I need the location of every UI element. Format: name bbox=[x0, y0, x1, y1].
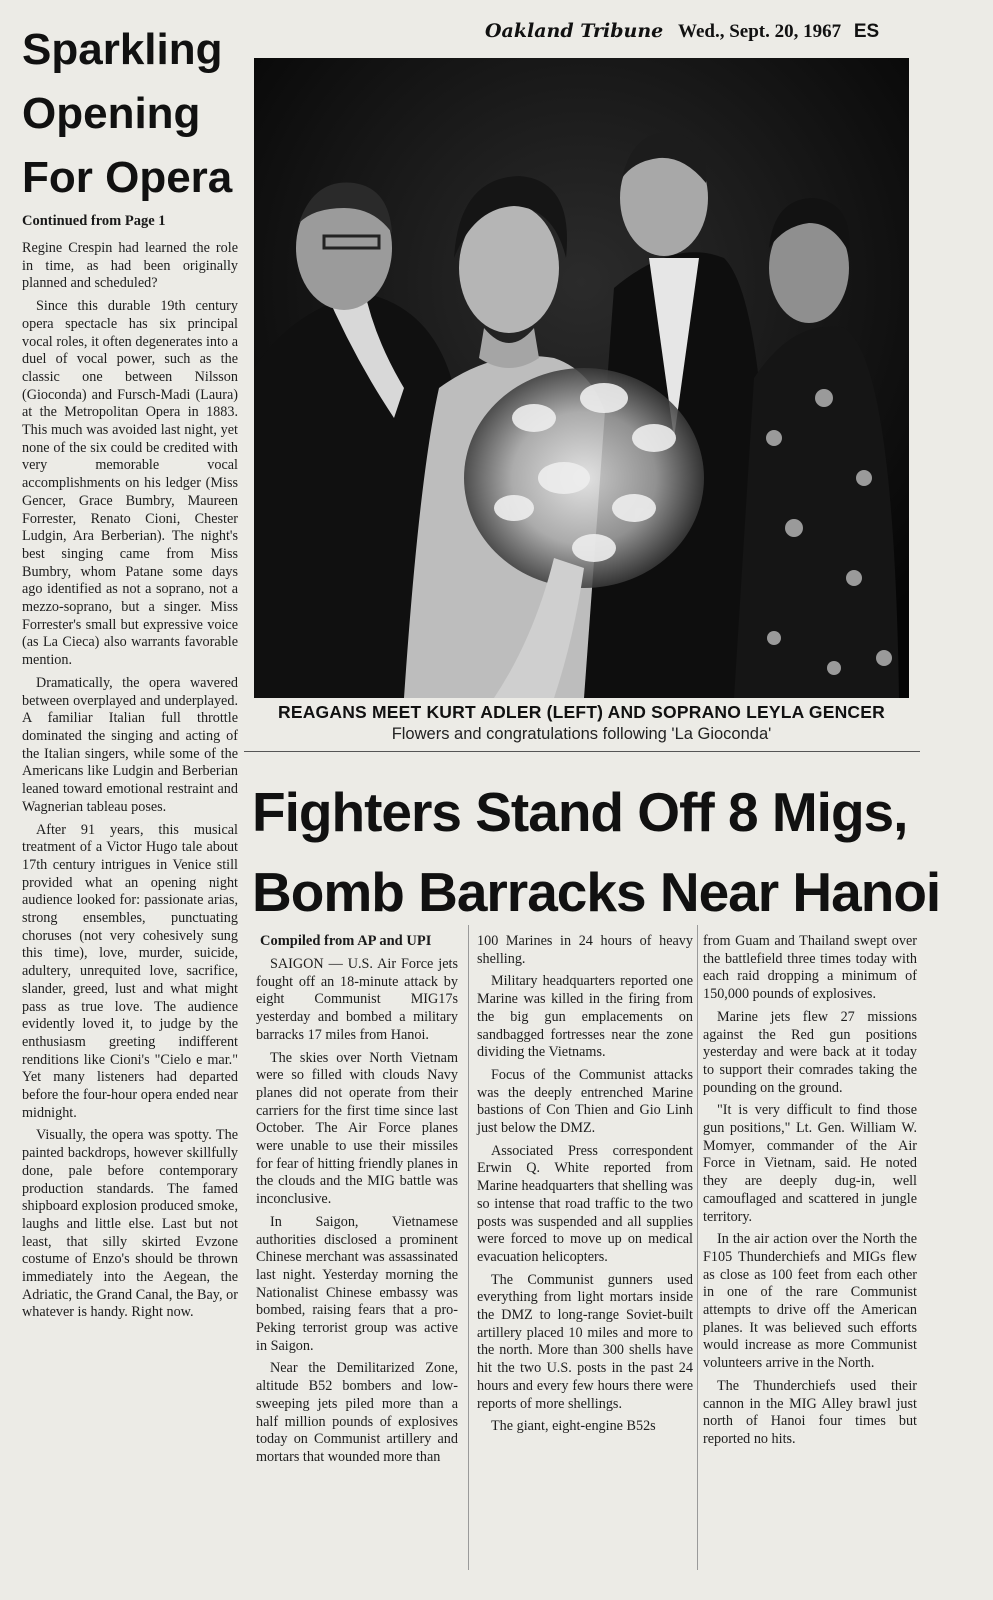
edition-code: ES bbox=[853, 21, 880, 42]
masthead bbox=[485, 20, 925, 48]
article-paragraph: The giant, eight-engine B52s bbox=[491, 1418, 656, 1435]
fighters-column-3 bbox=[703, 933, 917, 1454]
fighters-headline-line: Fighters Stand Off 8 Migs, bbox=[252, 781, 908, 843]
article-paragraph: In the air action over the North the F105 Thunderchiefs and MIGs flew as close as 100 feet from each other in one of the rare Communist attempts to drive off the American planes. It was believed such efforts would increase as more Communist volunteers arrive in the North. bbox=[703, 1231, 917, 1372]
opera-headline-line: Sparkling bbox=[22, 25, 223, 74]
fighters-headline-line: Bomb Barracks Near Hanoi bbox=[252, 861, 941, 923]
article-paragraph: "It is very difficult to find those gun positions," Lt. Gen. William W. Momyer, commander of the Air Force in Vietnam, said. He noted they are deeply dug-in, well camouflaged and scattered in jungle territory. bbox=[703, 1102, 917, 1225]
compiled-credit: Compiled from AP and UPI bbox=[260, 933, 432, 949]
article-paragraph: Dramatically, the opera wavered between overplayed and underplayed. A familiar Italian full throttle dominated the singing and acting of the Italian singers, while some of the Americans like Ludgin and Berberian leaned toward emotional restraint and Wagnerian tableau poses. bbox=[22, 674, 238, 815]
fighters-headline bbox=[252, 772, 941, 932]
article-paragraph: Focus of the Communist attacks was the deeply entrenched Marine bastions of Con Thien and Gio Linh just below the DMZ. bbox=[477, 1066, 693, 1137]
photo-illustration bbox=[254, 58, 909, 698]
article-paragraph: Since this durable 19th century opera spectacle has six principal vocal roles, it often degenerates into a duel of vocal power, such as the classic one between Nilsson (Gioconda) and Fursch-Madi (Laura) at the Metropolitan Opera in 1883. This much was avoided last night, yet none of the six could be credited with very memorable vocal accomplishments on his ledger (Miss Gencer, Grace Bumbry, Maureen Forrester, Renato Cioni, Chester Ludgin, Ara Berberian). The night's best singing came from Miss Bumbry, whom Patane some days ago identified as not a soprano, not a mezzo-soprano, but a singer. Miss Forrester's small but expressive voice (as La Cieca) also warrants favorable mention. bbox=[22, 298, 238, 669]
issue-date: Wed., Sept. 20, 1967 bbox=[678, 21, 842, 42]
article-paragraph: Regine Crespin had learned the role in time, as had been originally planned and scheduled? bbox=[22, 240, 238, 292]
photo-caption-subtitle: Flowers and congratulations following 'La Gioconda' bbox=[391, 725, 772, 743]
opera-headline-line: Opening bbox=[22, 89, 201, 138]
article-paragraph: Visually, the opera was spotty. The painted backdrops, however skillfully done, pale before contemporary production standards. The famed shipboard explosion produced smoke, laughs and little else. Last but not least, that silly skirted Evzone costume of Enzo's should be thrown immediately into the Aegean, the Adriatic, the Grand Canal, the Bay, or whatever is handy. Right now. bbox=[22, 1127, 238, 1321]
opera-headline-line: For Opera bbox=[22, 153, 233, 202]
article-paragraph: Military headquarters reported one Marine was killed in the firing from the big gun emplacements on sandbagged fortresses near the zone dividing the Vietnams. bbox=[477, 973, 693, 1061]
column-rule bbox=[697, 925, 698, 1570]
article-paragraph: The Communist gunners used everything from light mortars inside the DMZ to long-range Soviet-built artillery placed 10 miles and more to the north. More than 300 shells have hit the two U.S. posts in the past 24 hours and every few hours there were reports of more shellings. bbox=[477, 1271, 693, 1412]
fighters-column-2 bbox=[477, 933, 693, 1441]
section-divider bbox=[244, 751, 920, 752]
article-paragraph: After 91 years, this musical treatment of a Victor Hugo tale about 17th century intrigues in Venice still provided what an opening night audience looked for: passionate arias, strong ensembles, punctuating choruses (not very cohesively sung this time), love, murder, suicide, adultery, unrequited love, sacrifice, slander, greed, lust and what might pass as true love. The audience evidently loved it, to judge by the enthusiasm greeting indifferent renditions like Cioni's "Cielo e mar." Yet many listeners had departed before the four-hour opera ended near midnight. bbox=[22, 821, 238, 1121]
fighters-column-1 bbox=[256, 956, 458, 1472]
article-paragraph: Marine jets flew 27 missions against the Red gun positions yesterday and were back at it today to support their comrades taking the pounding on the ground. bbox=[703, 1008, 917, 1096]
photo-caption-title: REAGANS MEET KURT ADLER (LEFT) AND SOPRANO LEYLA GENCER bbox=[278, 702, 885, 722]
article-paragraph: Near the Demilitarized Zone, altitude B52 bombers and low-sweeping jets piled more than a half million pounds of explosives today on Communist artillery and mortars that wounded more than bbox=[256, 1360, 458, 1465]
column-rule bbox=[468, 925, 469, 1570]
continued-note: Continued from Page 1 bbox=[22, 213, 166, 229]
article-paragraph: SAIGON — U.S. Air Force jets fought off an 18-minute attack by eight Communist MIG17s yesterday and bombed a military barracks 17 miles from Hanoi. bbox=[256, 956, 458, 1043]
article-paragraph: The skies over North Vietnam were so filled with clouds Navy planes did not operate from their carriers for the first time since last October. The Air Force planes were unable to use their missiles for fear of hitting friendly planes in the clouds and the MIG battle was inconclusive. bbox=[256, 1049, 458, 1208]
opera-article-body bbox=[22, 240, 238, 1327]
article-paragraph: from Guam and Thailand swept over the battlefield three times today with each raid dropping a minimum of 150,000 pounds of explosives. bbox=[703, 933, 917, 1003]
paper-name: Oakland Tribune bbox=[485, 20, 664, 42]
article-paragraph: In Saigon, Vietnamese authorities disclosed a prominent Chinese merchant was assassinated last night. Yesterday morning the Nationalist Chinese embassy was bombed, raising fears that a pro-Peking terrorist group was active in Saigon. bbox=[256, 1213, 458, 1354]
article-paragraph: The Thunderchiefs used their cannon in the MIG Alley brawl just north of Hanoi four times but reported no hits. bbox=[703, 1377, 917, 1447]
article-paragraph: Associated Press correspondent Erwin Q. White reported from Marine headquarters that shelling was so intense that road traffic to the two posts was suspended and all supplies were forced to move up on medical evacuation helicopters. bbox=[477, 1142, 693, 1265]
reagans-photo bbox=[254, 58, 909, 698]
opera-headline bbox=[22, 18, 247, 210]
article-paragraph: 100 Marines in 24 hours of heavy shelling. bbox=[477, 933, 693, 967]
